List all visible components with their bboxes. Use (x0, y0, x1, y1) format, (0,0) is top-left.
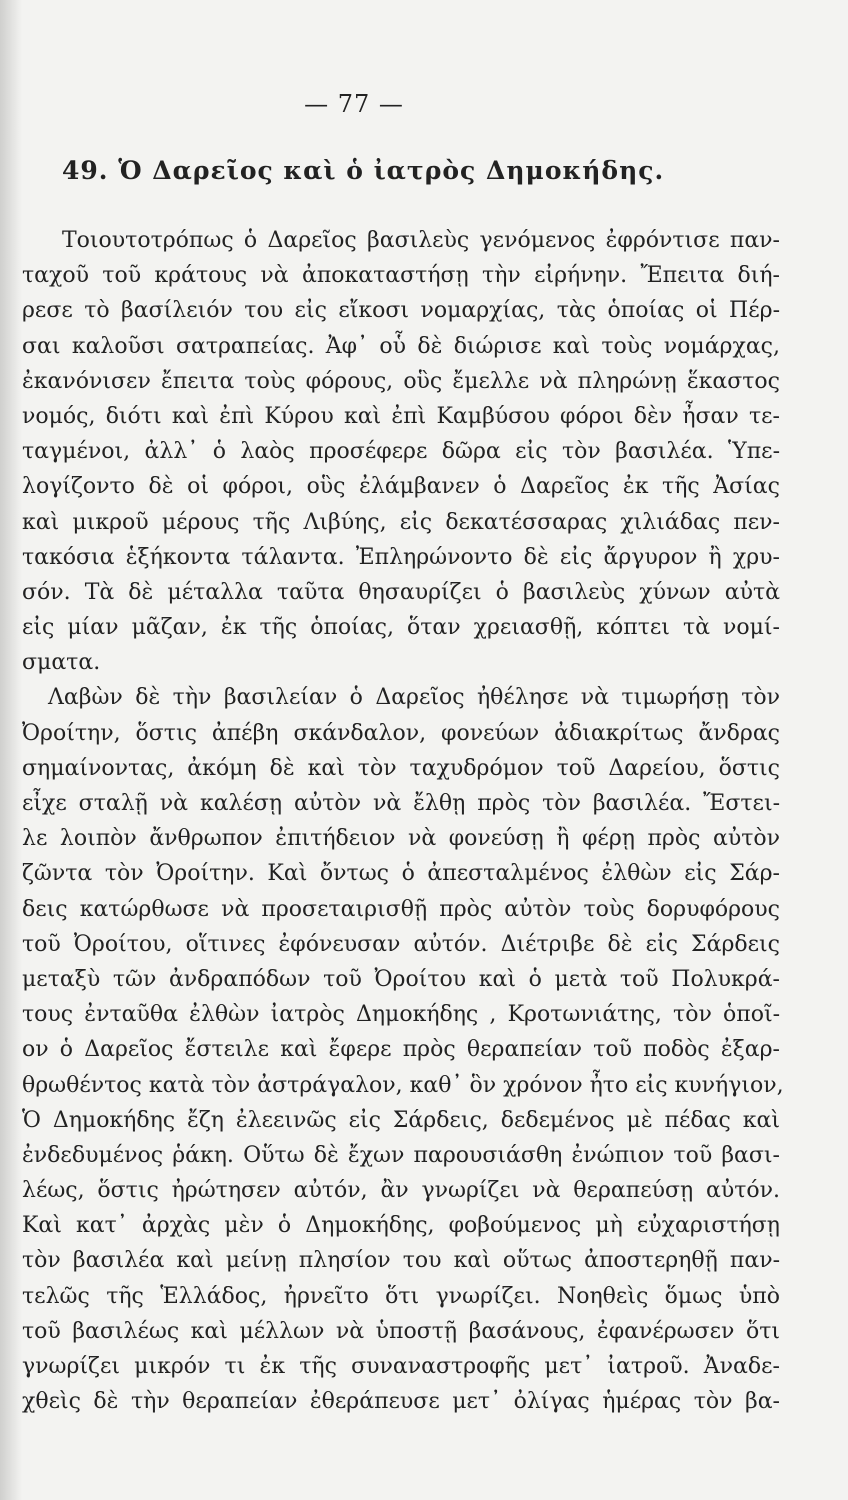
text-line (0, 1103, 780, 1138)
text-line-content: λε λοιπὸν ἄνθρωπον ἐπιτήδειον νὰ φονεύσῃ ἢ φέρῃ πρὸς αὐτὸν (22, 826, 780, 852)
text-line-content: σόν. Τὰ δὲ μέταλλα ταῦτα θησαυρίζει ὁ βασιλεὺς χύνων αὐτὰ (22, 579, 780, 605)
text-line (0, 997, 780, 1032)
text-line-content: τὸν βασιλέα καὶ μείνῃ πλησίον του καὶ οὕτως ἀποστερηθῇ παν- (22, 1248, 780, 1274)
text-line-content: θρωθέντος κατὰ τὸν ἀστράγαλον, καθ᾽ ὃν χρόνον ἦτο εἰς κυνήγιον, (22, 1072, 784, 1098)
text-line (0, 1243, 780, 1278)
text-line-content: γνωρίζει μικρόν τι ἐκ τῆς συναναστροφῆς μετ᾽ ἰατροῦ. Ἀναδε- (22, 1354, 780, 1379)
text-line (0, 329, 780, 364)
text-line-content: τους ἐνταῦθα ἐλθὼν ἰατρὸς Δημοκήδης , Κροτωνιάτης, τὸν ὁποῖ- (22, 1002, 780, 1028)
text-line-content: ἐκανόνισεν ἔπειτα τοὺς φόρους, οὓς ἔμελλε νὰ πληρώνῃ ἕκαστος (22, 368, 780, 394)
text-line-content: ρεσε τὸ βασίλειόν του εἰς εἴκοσι νομαρχίας, τὰς ὁποίας οἱ Πέρ- (22, 298, 780, 324)
body-text (0, 223, 784, 1419)
text-line-content: δεις κατώρθωσε νὰ προσεταιρισθῇ πρὸς αὐτὸν τοὺς δορυφόρους (22, 896, 780, 922)
text-line-content: ζῶντα τὸν Ὀροίτην. Καὶ ὄντως ὁ ἀπεσταλμένος ἐλθὼν εἰς Σάρ- (22, 861, 780, 887)
section-heading: 49. Ὁ Δαρεῖος καὶ ὁ ἰατρὸς Δημοκήδης. (62, 156, 665, 185)
text-line-content: μεταξὺ τῶν ἀνδραπόδων τοῦ Ὀροίτου καὶ ὁ μετὰ τοῦ Πολυκρά- (22, 966, 780, 992)
text-line (0, 399, 780, 434)
text-line-content: τοῦ Ὀροίτου, οἵτινες ἐφόνευσαν αὐτόν. Διέτριβε δὲ εἰς Σάρδεις (22, 931, 780, 957)
text-line (0, 1279, 780, 1314)
text-line (0, 645, 780, 680)
text-line-content: σημαίνοντας, ἀκόμη δὲ καὶ τὸν ταχυδρόμον τοῦ Δαρείου, ὅστις (22, 755, 780, 781)
text-line (0, 293, 780, 328)
text-line-content: εἰς μίαν μᾶζαν, ἐκ τῆς ὁποίας, ὅταν χρειασθῇ, κόπτει τὰ νομί- (22, 615, 780, 641)
text-line (0, 1349, 780, 1384)
text-line (0, 1032, 780, 1067)
text-line (0, 610, 780, 645)
text-line-content: ον ὁ Δαρεῖος ἔστειλε καὶ ἔφερε πρὸς θεραπείαν τοῦ ποδὸς ἐξαρ- (22, 1037, 780, 1063)
text-line (0, 540, 780, 575)
text-line (0, 680, 780, 715)
text-line-content: καὶ μικροῦ μέρους τῆς Λιβύης, εἰς δεκατέσσαρας χιλιάδας πεν- (22, 509, 780, 535)
text-line-content: εἶχε σταλῇ νὰ καλέσῃ αὐτὸν νὰ ἔλθῃ πρὸς τὸν βασιλέα. Ἔστει- (22, 791, 780, 816)
text-line-content: Καὶ κατ᾽ ἀρχὰς μὲν ὁ Δημοκήδης, φοβούμενος μὴ εὐχαριστήσῃ (22, 1213, 780, 1239)
text-line-content: ταχοῦ τοῦ κράτους νὰ ἀποκαταστήσῃ τὴν εἰρήνην. Ἔπειτα διή- (22, 263, 780, 289)
text-line (0, 1314, 780, 1349)
text-line (0, 962, 780, 997)
text-line (0, 821, 780, 856)
text-line (0, 1208, 780, 1243)
text-line-content: σαι καλοῦσι σατραπείας. Ἀφ᾽ οὗ δὲ διώρισε καὶ τοὺς νομάρχας, (22, 333, 780, 359)
text-line-content: Ὁ Δημοκήδης ἔζη ἐλεεινῶς εἰς Σάρδεις, δεδεμένος μὲ πέδας καὶ (22, 1107, 780, 1133)
text-line (0, 575, 780, 610)
text-line-content: τελῶς τῆς Ἑλλάδος, ἠρνεῖτο ὅτι γνωρίζει. Νοηθεὶς ὅμως ὑπὸ (22, 1283, 780, 1309)
text-line (0, 1173, 780, 1208)
text-line (0, 434, 780, 469)
text-line (0, 1138, 780, 1173)
text-line-content: λέως, ὅστις ἠρώτησεν αὐτόν, ἂν γνωρίζει νὰ θεραπεύσῃ αὐτόν. (22, 1178, 780, 1204)
text-line (0, 892, 780, 927)
text-line-content: Ὀροίτην, ὅστις ἀπέβη σκάνδαλον, φονεύων ἀδιακρίτως ἄνδρας (22, 720, 780, 746)
text-line (0, 364, 780, 399)
text-line (0, 469, 780, 504)
text-line (0, 1068, 784, 1103)
text-line-content: νομός, διότι καὶ ἐπὶ Κύρου καὶ ἐπὶ Καμβύσου φόροι δὲν ἦσαν τε- (22, 403, 780, 429)
text-line-content: σματα. (22, 650, 101, 676)
text-line-content: Λαβὼν δὲ τὴν βασιλείαν ὁ Δαρεῖος ἠθέλησε νὰ τιμωρήσῃ τὸν (48, 685, 780, 711)
text-line-content: χθεὶς δὲ τὴν θεραπείαν ἐθεράπευσε μετ᾽ ὀλίγας ἡμέρας τὸν βα- (22, 1389, 780, 1415)
text-line-content: τοῦ βασιλέως καὶ μέλλων νὰ ὑποστῇ βασάνους, ἐφανέρωσεν ὅτι (22, 1318, 780, 1344)
text-line (0, 751, 780, 786)
text-line (0, 505, 780, 540)
text-line-content: ἐνδεδυμένος ῥάκη. Οὕτω δὲ ἔχων παρουσιάσθη ἐνώπιον τοῦ βασι- (22, 1142, 780, 1168)
text-line (0, 856, 780, 891)
page-number: — 77 — (304, 90, 404, 118)
text-line (0, 786, 780, 821)
text-line (0, 927, 780, 962)
text-line-content: Τοιουτοτρόπως ὁ Δαρεῖος βασιλεὺς γενόμενος ἐφρόντισε παν- (62, 228, 780, 253)
text-line (0, 223, 780, 258)
text-line (0, 1384, 780, 1419)
text-line (0, 258, 780, 293)
text-line (0, 716, 780, 751)
text-line-content: τακόσια ἑξήκοντα τάλαντα. Ἐπληρώνοντο δὲ εἰς ἄργυρον ἢ χρυ- (22, 544, 780, 570)
text-line-content: ταγμένοι, ἀλλ᾽ ὁ λαὸς προσέφερε δῶρα εἰς τὸν βασιλέα. Ὑπε- (22, 439, 780, 465)
text-line-content: λογίζοντο δὲ οἱ φόροι, οὓς ἐλάμβανεν ὁ Δαρεῖος ἐκ τῆς Ἀσίας (22, 474, 780, 500)
